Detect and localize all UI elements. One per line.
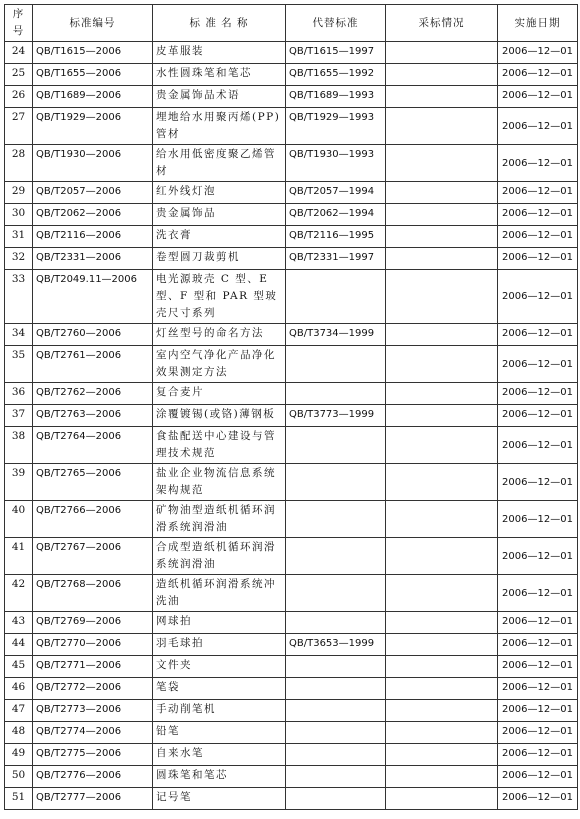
row-number: 27 <box>5 108 33 145</box>
row-number: 48 <box>5 722 33 744</box>
row-number: 50 <box>5 766 33 788</box>
standard-code: QB/T2764—2006 <box>33 427 153 464</box>
row-number: 33 <box>5 270 33 324</box>
row-number: 24 <box>5 42 33 64</box>
standard-name: 埋地给水用聚丙烯(PP)管材 <box>153 108 286 145</box>
row-number: 43 <box>5 612 33 634</box>
effective-date: 2006—12—01 <box>498 612 578 634</box>
effective-date: 2006—12—01 <box>498 270 578 324</box>
table-row <box>5 405 578 427</box>
standard-code: QB/T1689—2006 <box>33 86 153 108</box>
table-row <box>5 383 578 405</box>
replaced-standard: QB/T3653—1999 <box>286 634 386 656</box>
adoption-status <box>386 182 498 204</box>
standard-name: 洗衣膏 <box>153 226 286 248</box>
table-row <box>5 700 578 722</box>
adoption-status <box>386 42 498 64</box>
header-date: 实施日期 <box>498 5 578 42</box>
standard-code: QB/T2049.11—2006 <box>33 270 153 324</box>
standard-code: QB/T2772—2006 <box>33 678 153 700</box>
adoption-status <box>386 464 498 501</box>
effective-date: 2006—12—01 <box>498 383 578 405</box>
effective-date: 2006—12—01 <box>498 248 578 270</box>
table-row <box>5 501 578 538</box>
replaced-standard <box>286 346 386 383</box>
row-number: 49 <box>5 744 33 766</box>
table-row <box>5 145 578 182</box>
adoption-status <box>386 405 498 427</box>
adoption-status <box>386 612 498 634</box>
row-number: 38 <box>5 427 33 464</box>
standard-code: QB/T2760—2006 <box>33 324 153 346</box>
standard-name: 涂覆镀锡(或铬)薄钢板 <box>153 405 286 427</box>
adoption-status <box>386 575 498 612</box>
standard-code: QB/T2777—2006 <box>33 788 153 810</box>
standard-code: QB/T2765—2006 <box>33 464 153 501</box>
standard-name: 水性圆珠笔和笔芯 <box>153 64 286 86</box>
standard-name: 记号笔 <box>153 788 286 810</box>
adoption-status <box>386 722 498 744</box>
standards-table <box>4 4 578 810</box>
standard-code: QB/T2769—2006 <box>33 612 153 634</box>
row-number: 30 <box>5 204 33 226</box>
table-header-row <box>5 5 578 42</box>
adoption-status <box>386 270 498 324</box>
replaced-standard <box>286 656 386 678</box>
standard-code: QB/T2331—2006 <box>33 248 153 270</box>
standard-code: QB/T2057—2006 <box>33 182 153 204</box>
replaced-standard: QB/T3734—1999 <box>286 324 386 346</box>
effective-date: 2006—12—01 <box>498 788 578 810</box>
replaced-standard: QB/T2062—1994 <box>286 204 386 226</box>
row-number: 40 <box>5 501 33 538</box>
adoption-status <box>386 427 498 464</box>
standard-code: QB/T2116—2006 <box>33 226 153 248</box>
replaced-standard: QB/T1689—1993 <box>286 86 386 108</box>
adoption-status <box>386 145 498 182</box>
table-row <box>5 270 578 324</box>
row-number: 32 <box>5 248 33 270</box>
table-row <box>5 612 578 634</box>
replaced-standard <box>286 575 386 612</box>
adoption-status <box>386 501 498 538</box>
standard-code: QB/T1655—2006 <box>33 64 153 86</box>
table-row <box>5 427 578 464</box>
standard-code: QB/T2770—2006 <box>33 634 153 656</box>
row-number: 31 <box>5 226 33 248</box>
row-number: 35 <box>5 346 33 383</box>
standard-code: QB/T2776—2006 <box>33 766 153 788</box>
row-number: 51 <box>5 788 33 810</box>
effective-date: 2006—12—01 <box>498 86 578 108</box>
table-row <box>5 656 578 678</box>
standard-name: 卷型圆刀裁剪机 <box>153 248 286 270</box>
replaced-standard: QB/T1930—1993 <box>286 145 386 182</box>
standard-name: 矿物油型造纸机循环润滑系统润滑油 <box>153 501 286 538</box>
header-no: 序号 <box>5 5 33 42</box>
effective-date: 2006—12—01 <box>498 575 578 612</box>
standard-name: 复合麦片 <box>153 383 286 405</box>
row-number: 26 <box>5 86 33 108</box>
standard-name: 灯丝型号的命名方法 <box>153 324 286 346</box>
standard-name: 盐业企业物流信息系统架构规范 <box>153 464 286 501</box>
replaced-standard <box>286 464 386 501</box>
adoption-status <box>386 383 498 405</box>
row-number: 46 <box>5 678 33 700</box>
row-number: 44 <box>5 634 33 656</box>
table-row <box>5 744 578 766</box>
standard-code: QB/T2766—2006 <box>33 501 153 538</box>
header-adoption: 采标情况 <box>386 5 498 42</box>
replaced-standard: QB/T3773—1999 <box>286 405 386 427</box>
replaced-standard: QB/T1615—1997 <box>286 42 386 64</box>
standard-code: QB/T1930—2006 <box>33 145 153 182</box>
table-row <box>5 575 578 612</box>
replaced-standard <box>286 270 386 324</box>
effective-date: 2006—12—01 <box>498 182 578 204</box>
replaced-standard: QB/T1655—1992 <box>286 64 386 86</box>
replaced-standard <box>286 744 386 766</box>
effective-date: 2006—12—01 <box>498 108 578 145</box>
adoption-status <box>386 226 498 248</box>
standard-name: 电光源玻壳 C 型、E 型、F 型和 PAR 型玻壳尺寸系列 <box>153 270 286 324</box>
adoption-status <box>386 678 498 700</box>
standard-name: 自来水笔 <box>153 744 286 766</box>
effective-date: 2006—12—01 <box>498 346 578 383</box>
effective-date: 2006—12—01 <box>498 766 578 788</box>
standard-code: QB/T2767—2006 <box>33 538 153 575</box>
table-row <box>5 788 578 810</box>
table-row <box>5 248 578 270</box>
standard-code: QB/T2773—2006 <box>33 700 153 722</box>
standard-name: 皮革服装 <box>153 42 286 64</box>
standard-code: QB/T2762—2006 <box>33 383 153 405</box>
table-row <box>5 182 578 204</box>
table-row <box>5 464 578 501</box>
standard-name: 红外线灯泡 <box>153 182 286 204</box>
table-row <box>5 678 578 700</box>
standard-code: QB/T2775—2006 <box>33 744 153 766</box>
replaced-standard: QB/T2331—1997 <box>286 248 386 270</box>
standard-code: QB/T2771—2006 <box>33 656 153 678</box>
effective-date: 2006—12—01 <box>498 501 578 538</box>
standard-code: QB/T2761—2006 <box>33 346 153 383</box>
standard-code: QB/T1929—2006 <box>33 108 153 145</box>
effective-date: 2006—12—01 <box>498 204 578 226</box>
table-row <box>5 204 578 226</box>
replaced-standard <box>286 678 386 700</box>
table-row <box>5 766 578 788</box>
adoption-status <box>386 108 498 145</box>
adoption-status <box>386 538 498 575</box>
replaced-standard: QB/T2116—1995 <box>286 226 386 248</box>
table-row <box>5 722 578 744</box>
table-row <box>5 226 578 248</box>
standard-code: QB/T2774—2006 <box>33 722 153 744</box>
table-row <box>5 108 578 145</box>
standard-code: QB/T2768—2006 <box>33 575 153 612</box>
effective-date: 2006—12—01 <box>498 722 578 744</box>
replaced-standard <box>286 427 386 464</box>
standard-code: QB/T2062—2006 <box>33 204 153 226</box>
row-number: 34 <box>5 324 33 346</box>
replaced-standard <box>286 501 386 538</box>
effective-date: 2006—12—01 <box>498 464 578 501</box>
standard-name: 室内空气净化产品净化效果测定方法 <box>153 346 286 383</box>
effective-date: 2006—12—01 <box>498 64 578 86</box>
standard-name: 手动削笔机 <box>153 700 286 722</box>
standard-name: 合成型造纸机循环润滑系统润滑油 <box>153 538 286 575</box>
standard-name: 贵金属饰品 <box>153 204 286 226</box>
table-row <box>5 538 578 575</box>
effective-date: 2006—12—01 <box>498 405 578 427</box>
adoption-status <box>386 204 498 226</box>
table-row <box>5 324 578 346</box>
table-row <box>5 346 578 383</box>
adoption-status <box>386 86 498 108</box>
row-number: 39 <box>5 464 33 501</box>
standard-name: 给水用低密度聚乙烯管材 <box>153 145 286 182</box>
adoption-status <box>386 656 498 678</box>
replaced-standard: QB/T2057—1994 <box>286 182 386 204</box>
table-row <box>5 42 578 64</box>
effective-date: 2006—12—01 <box>498 42 578 64</box>
effective-date: 2006—12—01 <box>498 634 578 656</box>
row-number: 36 <box>5 383 33 405</box>
effective-date: 2006—12—01 <box>498 700 578 722</box>
row-number: 25 <box>5 64 33 86</box>
row-number: 42 <box>5 575 33 612</box>
adoption-status <box>386 634 498 656</box>
standard-code: QB/T1615—2006 <box>33 42 153 64</box>
effective-date: 2006—12—01 <box>498 145 578 182</box>
header-name: 标 准 名 称 <box>153 5 286 42</box>
standard-name: 文件夹 <box>153 656 286 678</box>
header-code: 标准编号 <box>33 5 153 42</box>
adoption-status <box>386 324 498 346</box>
replaced-standard <box>286 538 386 575</box>
standard-name: 铅笔 <box>153 722 286 744</box>
adoption-status <box>386 700 498 722</box>
replaced-standard <box>286 722 386 744</box>
row-number: 37 <box>5 405 33 427</box>
effective-date: 2006—12—01 <box>498 226 578 248</box>
header-replaced: 代替标准 <box>286 5 386 42</box>
adoption-status <box>386 744 498 766</box>
adoption-status <box>386 248 498 270</box>
standard-name: 笔袋 <box>153 678 286 700</box>
effective-date: 2006—12—01 <box>498 656 578 678</box>
replaced-standard: QB/T1929—1993 <box>286 108 386 145</box>
standard-code: QB/T2763—2006 <box>33 405 153 427</box>
adoption-status <box>386 346 498 383</box>
replaced-standard <box>286 766 386 788</box>
effective-date: 2006—12—01 <box>498 744 578 766</box>
replaced-standard <box>286 700 386 722</box>
table-row <box>5 64 578 86</box>
row-number: 47 <box>5 700 33 722</box>
row-number: 28 <box>5 145 33 182</box>
effective-date: 2006—12—01 <box>498 427 578 464</box>
standard-name: 贵金属饰品术语 <box>153 86 286 108</box>
standard-name: 圆珠笔和笔芯 <box>153 766 286 788</box>
table-body <box>5 42 578 810</box>
row-number: 45 <box>5 656 33 678</box>
effective-date: 2006—12—01 <box>498 538 578 575</box>
replaced-standard <box>286 788 386 810</box>
table-row <box>5 86 578 108</box>
row-number: 29 <box>5 182 33 204</box>
standard-name: 羽毛球拍 <box>153 634 286 656</box>
replaced-standard <box>286 383 386 405</box>
adoption-status <box>386 788 498 810</box>
standard-name: 造纸机循环润滑系统冲洗油 <box>153 575 286 612</box>
row-number: 41 <box>5 538 33 575</box>
standard-name: 食盐配送中心建设与管理技术规范 <box>153 427 286 464</box>
standard-name: 网球拍 <box>153 612 286 634</box>
effective-date: 2006—12—01 <box>498 678 578 700</box>
replaced-standard <box>286 612 386 634</box>
adoption-status <box>386 64 498 86</box>
adoption-status <box>386 766 498 788</box>
table-row <box>5 634 578 656</box>
effective-date: 2006—12—01 <box>498 324 578 346</box>
